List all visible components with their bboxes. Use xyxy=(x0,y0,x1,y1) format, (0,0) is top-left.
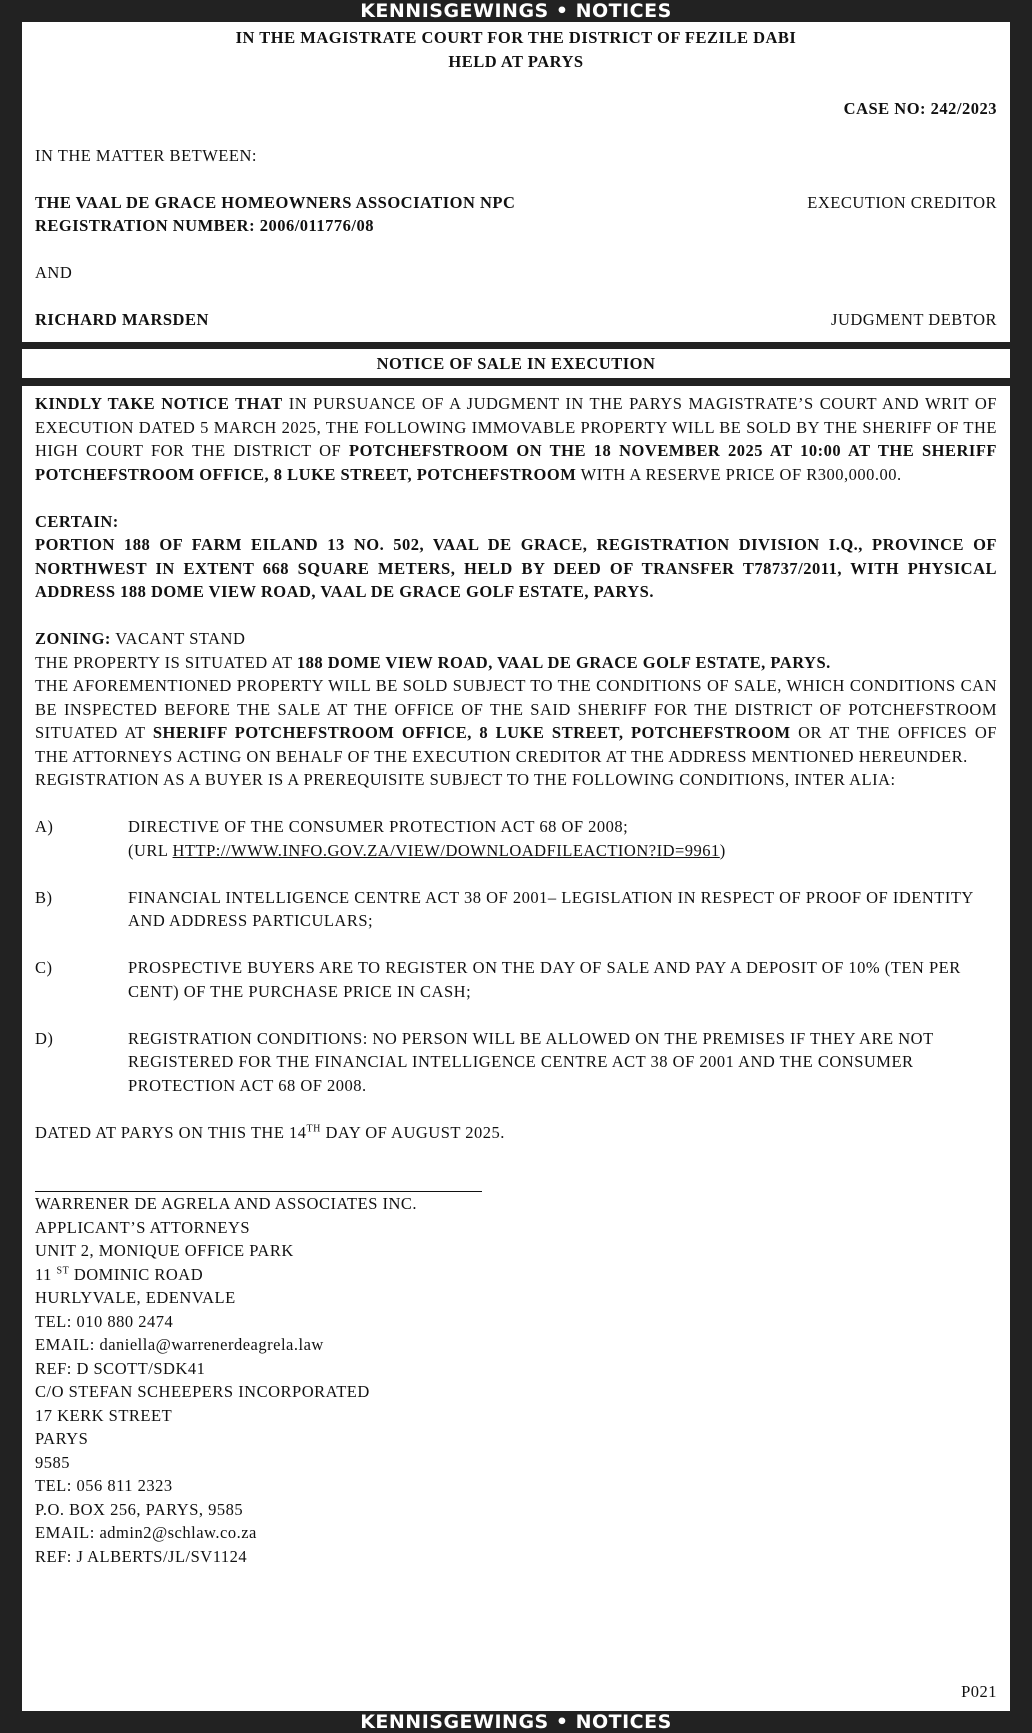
condition-a-text: DIRECTIVE OF THE CONSUMER PROTECTION ACT 68 OF 2008; xyxy=(128,817,629,836)
dated-line xyxy=(35,1121,997,1145)
consumer-act-link[interactable]: HTTP://WWW.INFO.GOV.ZA/VIEW/DOWNLOADFILEACTION?ID=9961 xyxy=(172,840,720,860)
creditor-role: EXECUTION CREDITOR xyxy=(807,192,997,212)
zoning-value: VACANT STAND xyxy=(110,629,246,648)
registration-paragraph: REGISTRATION AS A BUYER IS A PREREQUISITE SUBJECT TO THE FOLLOWING CONDITIONS, INTER ALIA: xyxy=(35,770,896,789)
situated-address: 188 DOME VIEW ROAD, VAAL DE GRACE GOLF ESTATE, PARYS. xyxy=(296,652,831,672)
street-ordinal: ST xyxy=(56,1265,70,1276)
intro-text-2: WITH A RESERVE PRICE OF R300,000.00. xyxy=(576,464,902,484)
condition-c xyxy=(35,956,997,1003)
certain-text: PORTION 188 OF FARM EILAND 13 NO. 502, VAAL DE GRACE, REGISTRATION DIVISION I.Q., PROVINCE OF NORTHWEST IN EXTENT 668 SQUARE METERS, HELD BY DEED OF TRANSFER T78737/2011, WITH PHYSICAL ADDRESS 188 DOME VIEW ROAD, VAAL DE GRACE GOLF ESTATE, PARYS. xyxy=(35,535,997,601)
certain-heading: CERTAIN: xyxy=(35,511,119,531)
situated-line xyxy=(35,651,997,675)
condition-b xyxy=(35,886,997,933)
condition-d xyxy=(35,1027,997,1098)
court-name: IN THE MAGISTRATE COURT FOR THE DISTRICT OF FEZILE DABI xyxy=(235,28,797,47)
attorney-email: EMAIL: daniella@warrenerdeagrela.law xyxy=(35,1335,324,1354)
case-number: CASE NO: 242/2023 xyxy=(843,98,997,118)
debtor-row xyxy=(35,308,997,332)
condition-c-text: PROSPECTIVE BUYERS ARE TO REGISTER ON THE DAY OF SALE AND PAY A DEPOSIT OF 10% (TEN PER CENT) OF THE PURCHASE PRICE IN CASH; xyxy=(128,958,961,1001)
condition-b-text: FINANCIAL INTELLIGENCE CENTRE ACT 38 OF 2001– LEGISLATION IN RESPECT OF PROOF OF IDENTITY AND ADDRESS PARTICULARS; xyxy=(128,887,974,930)
condition-d-text: REGISTRATION CONDITIONS: NO PERSON WILL BE ALLOWED ON THE PREMISES IF THEY ARE NOT REGISTERED FOR THE FINANCIAL INTELLIGENCE CENTRE ACT 38 OF 2001 AND THE CONSUMER PROTECTION ACT 68 OF 2008. xyxy=(128,1028,934,1095)
condition-a-url-line xyxy=(128,839,997,863)
condition-b-label: B) xyxy=(35,887,53,907)
correspondent-address-2: PARYS xyxy=(35,1429,89,1448)
bottom-banner: KENNISGEWINGS • NOTICES xyxy=(360,1711,672,1733)
intro-text-1: IN PURSUANCE OF A JUDGMENT IN THE PARYS MAGISTRATE’S COURT AND WRIT OF EXECUTION DATED 5 MARCH 2025, THE FOLLOWING IMMOVABLE PROPERTY WILL BE SOLD BY THE SHERIFF OF THE HIGH COURT FOR THE DISTRICT OF xyxy=(35,394,997,460)
page-code: P021 xyxy=(961,1681,997,1701)
url-suffix: ) xyxy=(719,840,726,860)
correspondent-email: EMAIL: admin2@schlaw.co.za xyxy=(35,1523,257,1542)
matter-heading: IN THE MATTER BETWEEN: xyxy=(35,145,257,165)
correspondent-address-3: 9585 xyxy=(35,1452,70,1472)
dated-suffix: TH xyxy=(306,1123,321,1134)
zoning-label: ZONING: xyxy=(35,629,111,648)
attorney-address-1: UNIT 2, MONIQUE OFFICE PARK xyxy=(35,1241,294,1260)
and-separator: AND xyxy=(35,263,73,282)
court-header-panel xyxy=(22,22,1010,342)
condition-c-label: C) xyxy=(35,958,53,977)
correspondent-tel: TEL: 056 811 2323 xyxy=(35,1476,173,1495)
attorney-role: APPLICANT’S ATTORNEYS xyxy=(35,1217,251,1237)
intro-paragraph xyxy=(35,392,997,486)
conditions-text-2: OR AT THE OFFICES OF THE ATTORNEYS ACTING ON BEHALF OF THE EXECUTION CREDITOR AT THE ADDRESS MENTIONED HEREUNDER. xyxy=(35,723,997,766)
correspondent-firm: C/O STEFAN SCHEEPERS INCORPORATED xyxy=(35,1382,370,1401)
street-number: 11 xyxy=(35,1264,57,1284)
correspondent-ref: REF: J ALBERTS/JL/SV1124 xyxy=(35,1546,248,1566)
attorney-ref: REF: D SCOTT/SDK41 xyxy=(35,1358,206,1378)
attorney-address-2 xyxy=(35,1263,997,1287)
top-banner: KENNISGEWINGS • NOTICES xyxy=(360,0,672,22)
conditions-of-sale-paragraph xyxy=(35,674,997,768)
conditions-bold: SHERIFF POTCHEFSTROOM OFFICE, 8 LUKE STREET, POTCHEFSTROOM xyxy=(152,723,791,742)
notice-body-panel xyxy=(22,386,1010,1711)
creditor-name: THE VAAL DE GRACE HOMEOWNERS ASSOCIATION NPC xyxy=(35,192,516,212)
dated-post: DAY OF AUGUST 2025. xyxy=(320,1122,505,1142)
creditor-registration: REGISTRATION NUMBER: 2006/011776/08 xyxy=(35,216,374,235)
attorney-firm: WARRENER DE AGRELA AND ASSOCIATES INC. xyxy=(35,1194,418,1213)
intro-bold-1: KINDLY TAKE NOTICE THAT xyxy=(35,394,283,413)
conditions-text-1: THE AFOREMENTIONED PROPERTY WILL BE SOLD SUBJECT TO THE CONDITIONS OF SALE, WHICH CONDITIONS CAN BE INSPECTED BEFORE THE SALE AT THE OFFICE OF THE SAID SHERIFF FOR THE DISTRICT OF POTCHEFSTROOM SITUATED AT xyxy=(35,676,997,742)
attorney-tel: TEL: 010 880 2474 xyxy=(35,1311,174,1331)
court-location: HELD AT PARYS xyxy=(448,51,584,71)
creditor-row xyxy=(35,191,997,215)
attorney-address-3: HURLYVALE, EDENVALE xyxy=(35,1288,236,1307)
intro-bold-2: POTCHEFSTROOM ON THE 18 NOVEMBER 2025 AT 10:00 AT THE SHERIFF POTCHEFSTROOM OFFICE, 8 LUKE STREET, POTCHEFSTROOM xyxy=(35,441,998,484)
debtor-name: RICHARD MARSDEN xyxy=(35,310,209,329)
situated-prefix: THE PROPERTY IS SITUATED AT xyxy=(35,652,297,672)
dated-pre: DATED AT PARYS ON THIS THE 14 xyxy=(35,1122,307,1142)
condition-a-label: A) xyxy=(35,817,54,836)
condition-a xyxy=(35,815,997,862)
condition-d-label: D) xyxy=(35,1028,54,1048)
street-name: DOMINIC ROAD xyxy=(69,1264,204,1284)
correspondent-address-1: 17 KERK STREET xyxy=(35,1405,173,1425)
correspondent-box: P.O. BOX 256, PARYS, 9585 xyxy=(35,1499,244,1519)
zoning-line xyxy=(35,627,997,651)
url-prefix: (URL xyxy=(128,840,173,860)
notice-title-panel xyxy=(22,349,1010,378)
notice-title: NOTICE OF SALE IN EXECUTION xyxy=(376,354,656,373)
debtor-role: JUDGMENT DEBTOR xyxy=(831,310,997,329)
